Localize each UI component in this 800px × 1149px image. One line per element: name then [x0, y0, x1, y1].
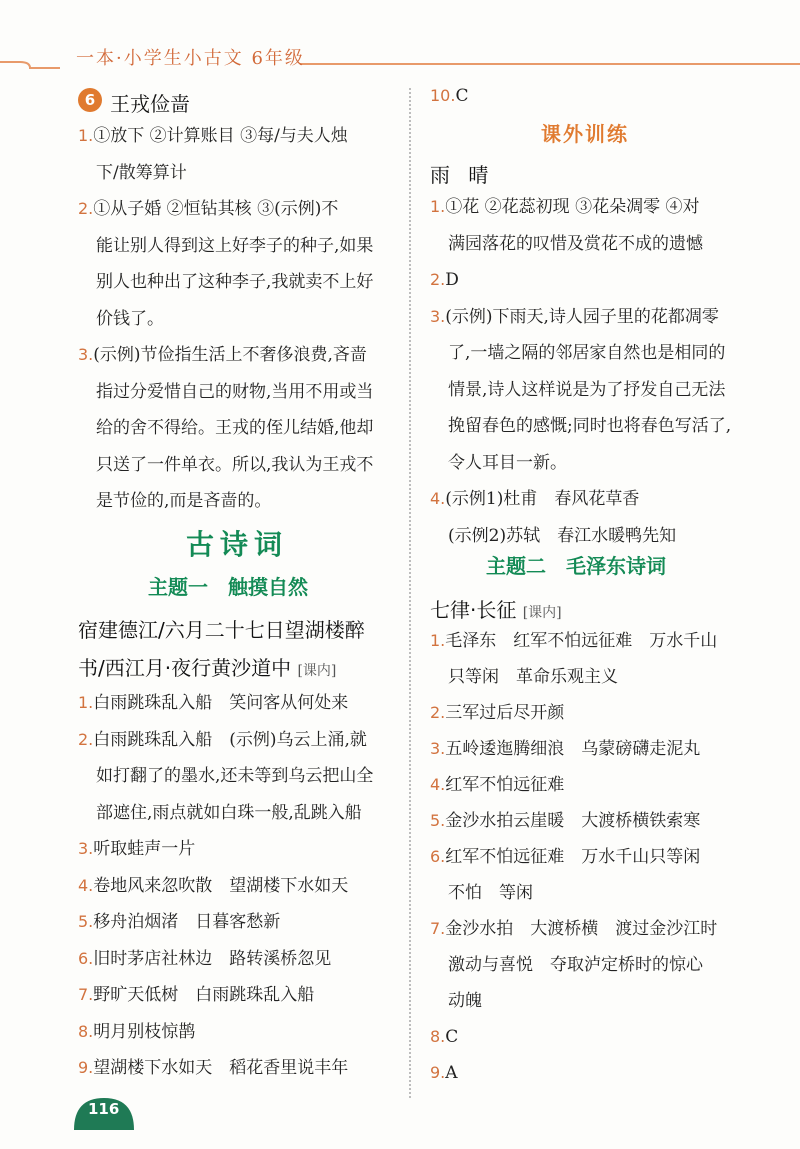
answer-line: [78, 941, 331, 977]
item-text: 挽留春色的感慨;同时也将春色写活了,: [448, 416, 732, 436]
answer-line: [78, 977, 314, 1013]
theme2-heading: 主题二 毛泽东诗词: [486, 554, 666, 578]
answer-line: [78, 1050, 348, 1086]
item-number: 8.: [78, 1021, 94, 1041]
item-text: 不怕 等闲: [448, 883, 533, 903]
theme1-heading: 主题一 触摸自然: [148, 575, 308, 599]
ancient-poetry-heading: 古诗词: [186, 528, 289, 561]
item-text: 别人也种出了这种李子,我就卖不上好: [96, 272, 374, 292]
item-number: 6.: [430, 847, 446, 866]
item-text: 下/散筹算计: [96, 162, 187, 183]
item-text: 了,一墙之隔的邻居家自然也是相同的: [448, 343, 726, 363]
item-text: 听取蛙声一片: [93, 839, 196, 859]
column-divider: [409, 88, 411, 1098]
answer-line: [448, 335, 725, 371]
answer-line: [448, 947, 703, 983]
item-text: 移舟泊烟渚 日暮客愁新: [93, 912, 281, 932]
answer-line: [430, 731, 700, 767]
item-text: 只送了一件单衣。所以,我认为王戎不: [96, 454, 374, 475]
item-number: 3.: [430, 306, 446, 326]
item-text: 金沙水拍云崖暖 大渡桥横铁索寒: [445, 811, 701, 831]
item-number: 10.: [430, 86, 456, 105]
item-number: 1.: [430, 631, 446, 650]
item-text: 如打翻了的墨水,还未等到乌云把山全: [96, 766, 374, 786]
item-number: 1.: [78, 693, 94, 712]
item-text: 金沙水拍 大渡桥横 渡过金沙江时: [445, 919, 718, 939]
item-text: 价钱了。: [96, 308, 164, 329]
item-number: 9.: [430, 1063, 446, 1082]
item-number: 1.: [430, 197, 446, 216]
answer-line: [430, 623, 717, 659]
item-number: 3.: [430, 739, 446, 758]
item-number: 4.: [430, 489, 446, 508]
poem2-title-row: [430, 594, 562, 623]
item-text: (示例)节俭指生活上不奢侈浪费,吝啬: [93, 345, 367, 365]
item-number: 2.: [78, 729, 94, 749]
item-text: 红军不怕远征难: [445, 775, 565, 795]
section-title: 王戎俭啬: [110, 92, 190, 116]
in-class-tag: [课内]: [297, 663, 337, 679]
answer-line: [78, 191, 338, 227]
item-text: 部遮住,雨点就如白珠一般,乱跳入船: [96, 802, 362, 823]
answer-line: [448, 875, 533, 911]
answer-line: [430, 481, 639, 517]
item-number: 2.: [78, 199, 94, 218]
item-text: 只等闲 革命乐观主义: [448, 667, 618, 687]
item-number: 4.: [78, 875, 94, 895]
answer-line: [78, 722, 367, 758]
answer-line: [430, 1055, 458, 1091]
poem2-title: 七律·长征: [430, 598, 517, 622]
item-number: 1.: [78, 126, 94, 145]
item-number: 7.: [430, 919, 446, 938]
item-text: 三军过后尽开颜: [445, 703, 565, 723]
answer-line: [430, 1019, 458, 1055]
item-text: C: [445, 1027, 459, 1047]
answer-line: [78, 868, 348, 904]
answer-line: [96, 301, 164, 337]
item-text: 明月别枝惊鹊: [93, 1021, 196, 1042]
answer-line: [78, 1014, 195, 1050]
item-number: 3.: [78, 839, 94, 858]
item-text: 红军不怕远征难 万水千山只等闲: [445, 847, 701, 867]
answer-line: [96, 264, 373, 300]
answer-line: [448, 659, 618, 695]
item-text: 激动与喜悦 夺取泸定桥时的惊心: [448, 955, 703, 975]
extra-practice-heading: 课外训练: [541, 122, 629, 146]
answer-line: [448, 983, 482, 1019]
item-number: 9.: [78, 1058, 94, 1077]
item-number: 5.: [78, 912, 94, 931]
item-text: 旧时茅店社林边 路转溪桥忽见: [93, 948, 332, 969]
item-text: C: [455, 86, 469, 106]
answer-line: [96, 483, 271, 519]
item-text: 白雨跳珠乱入船 笑问客从何处来: [93, 693, 349, 713]
poem-title-line1: 宿建德江/六月二十七日望湖楼醉: [78, 618, 365, 642]
answer-line: [448, 226, 703, 262]
answer-line: [430, 803, 700, 839]
answer-line: [96, 155, 187, 191]
item-number: 8.: [430, 1027, 446, 1046]
item-number: 6.: [78, 948, 94, 968]
item-text: 卷地风来忽吹散 望湖楼下水如天: [93, 875, 349, 896]
item-text: 野旷天低树 白雨跳珠乱入船: [93, 985, 315, 1005]
answer-line: [430, 299, 719, 335]
item-text: 望湖楼下水如天 稻花香里说丰年: [93, 1058, 349, 1078]
answer-line: [430, 767, 564, 803]
answer-line: [430, 911, 717, 947]
item-text: ①花 ②花蕊初现 ③花朵凋零 ④对: [445, 197, 700, 217]
answer-line: [448, 372, 725, 408]
item-number: 3.: [78, 345, 94, 364]
answer-line: [448, 408, 731, 444]
item-text: 满园落花的叹惜及赏花不成的遗憾: [448, 233, 703, 254]
item-number: 2.: [430, 703, 446, 722]
answer-line: [430, 839, 700, 875]
item-text: 能让别人得到这上好李子的种子,如果: [96, 235, 374, 256]
answer-item: [430, 78, 468, 114]
answer-line: [96, 447, 373, 483]
item-text: ①从子婚 ②恒钻其核 ③(示例)不: [93, 199, 339, 219]
answer-line: [96, 795, 362, 831]
item-text: 动魄: [448, 991, 482, 1011]
answer-line: [430, 189, 699, 225]
header-title: 一本·小学生小古文 6年级: [76, 48, 305, 69]
item-text: 五岭逶迤腾细浪 乌蒙磅礴走泥丸: [445, 739, 701, 759]
item-text: A: [445, 1063, 458, 1083]
page-number: 116: [88, 1100, 120, 1118]
item-text: 令人耳目一新。: [448, 452, 567, 473]
poem-title-line2-text: 书/西江月·夜行黄沙道中: [78, 656, 292, 680]
item-text: (示例)下雨天,诗人园子里的花都凋零: [445, 306, 719, 327]
answer-line: [96, 758, 373, 794]
item-number: 2.: [430, 270, 446, 289]
answer-line: [96, 410, 373, 446]
item-text: (示例1)杜甫 春风花草香: [445, 489, 640, 509]
answer-line: [96, 228, 373, 264]
answer-line: [430, 262, 459, 298]
answer-line: [96, 374, 373, 410]
answer-line: [448, 445, 567, 481]
item-text: 给的舍不得给。王戎的侄儿结婚,他却: [96, 418, 374, 438]
answer-line: [430, 695, 564, 731]
item-text: ①放下 ②计算账目 ③每/与夫人烛: [93, 126, 348, 146]
answer-line: [78, 831, 195, 867]
answer-line: [78, 337, 367, 373]
item-text: (示例2)苏轼 春江水暖鸭先知: [448, 525, 677, 546]
answer-line: [78, 118, 348, 154]
poem2-tag: [课内]: [522, 605, 562, 621]
answer-line: [78, 904, 280, 940]
item-text: 是节俭的,而是吝啬的。: [96, 491, 272, 511]
item-text: D: [445, 270, 459, 290]
answer-line: [78, 685, 348, 721]
item-text: 毛泽东 红军不怕远征难 万水千山: [445, 631, 718, 651]
poem-title-line2: [78, 652, 336, 681]
answer-line: [448, 518, 676, 554]
item-text: 情景,诗人这样说是为了抒发自己无法: [448, 379, 726, 400]
item-number: 7.: [78, 985, 94, 1004]
item-text: 指过分爱惜自己的财物,当用不用或当: [96, 381, 374, 402]
poem1-title: 雨 晴: [430, 163, 495, 187]
item-number: 5.: [430, 811, 446, 830]
section-number-badge: 6: [78, 88, 102, 112]
item-text: 白雨跳珠乱入船 (示例)乌云上涌,就: [93, 729, 367, 750]
item-number: 4.: [430, 775, 446, 794]
